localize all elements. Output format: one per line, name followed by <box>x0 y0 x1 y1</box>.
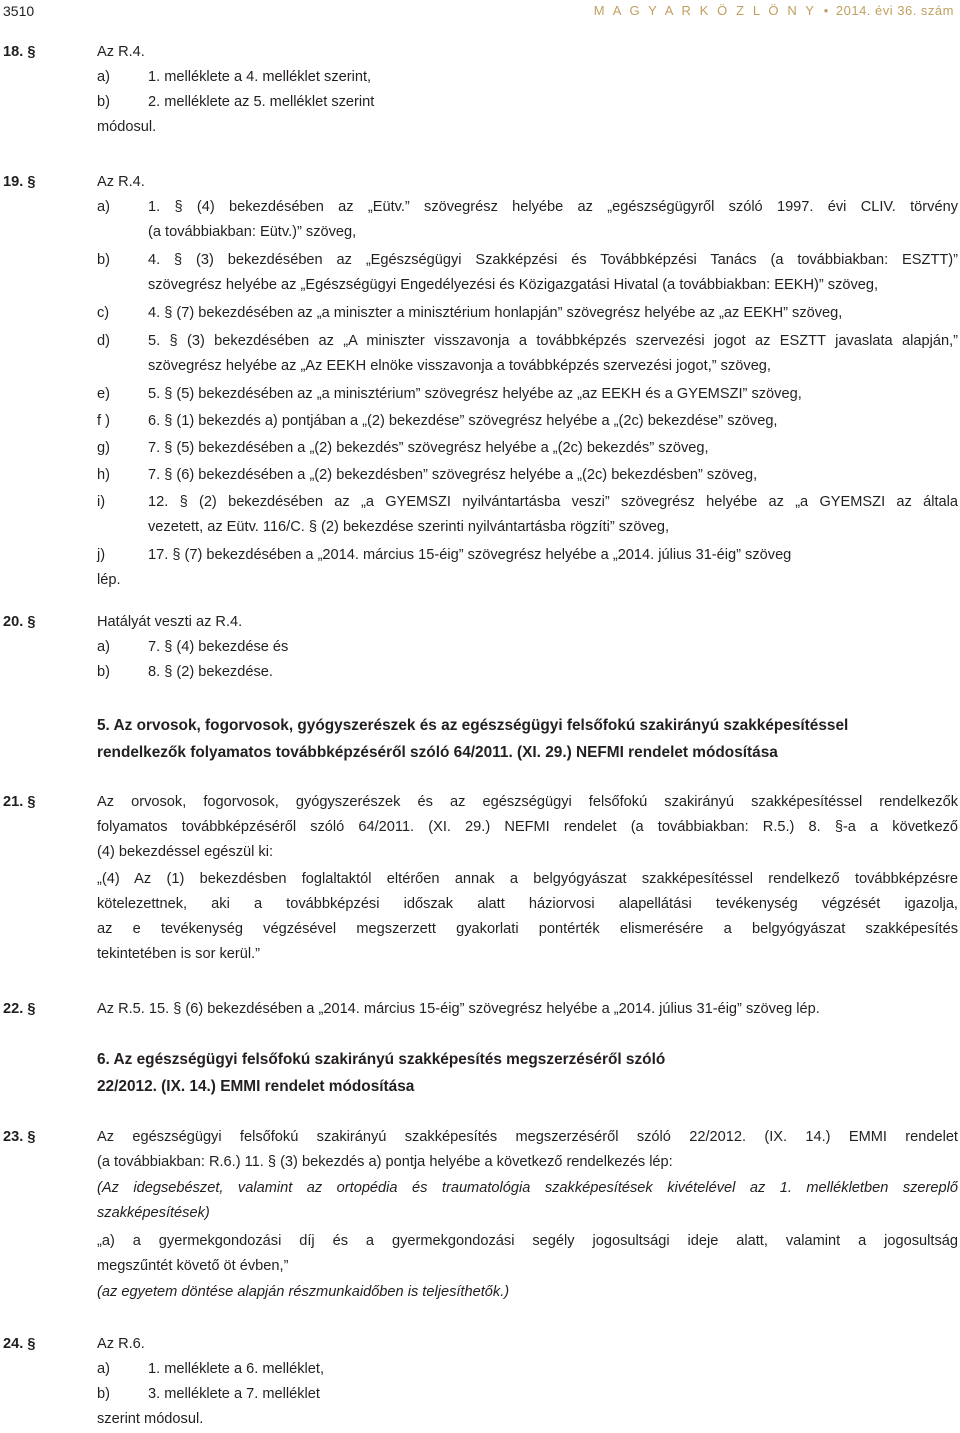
page-number: 3510 <box>3 3 35 19</box>
paragraph-line: Az orvosok, fogorvosok, gyógyszerészek és az egészségügyi felsőfokú szakirányú szakképesítéssel rendelkezők <box>97 794 958 810</box>
header-separator: • <box>823 3 829 18</box>
issue-date: 2014. évi 36. szám <box>835 3 954 18</box>
point-key: g) <box>97 440 110 456</box>
point-key: a) <box>97 1361 110 1377</box>
point-text: 4. § (7) bekezdésében az „a miniszter a minisztérium honlapján” szövegrész helyébe az „az EEKH” szöveg, <box>148 305 843 321</box>
point-key: b) <box>97 664 110 680</box>
chapter-title-5 <box>97 712 920 766</box>
section-tail: lép. <box>97 572 121 588</box>
point-text: 8. § (2) bekezdése. <box>148 664 273 680</box>
point-text: 17. § (7) bekezdésében a „2014. március 15-éig” szövegrész helyébe a „2014. július 31-éig” szöveg <box>148 547 792 563</box>
point-key: h) <box>97 467 110 483</box>
point-text: szövegrész helyébe az „Egészségügyi Engedélyezési és Közigazgatási Hivatal (a továbbiakban: EEKH)” szöveg, <box>148 277 879 293</box>
section-number: 18. § <box>3 44 36 60</box>
section-lead: Az R.4. <box>97 174 145 190</box>
chapter-title-line: rendelkezők folyamatos továbbképzéséről szóló 64/2011. (XI. 29.) NEFMI rendelet módosítása <box>97 744 778 761</box>
journal-header <box>594 2 954 20</box>
chapter-title-6 <box>97 1046 920 1100</box>
point-key: b) <box>97 1386 110 1402</box>
section-tail: szerint módosul. <box>97 1411 204 1427</box>
point-key: a) <box>97 199 110 215</box>
quoted-line: tekintetében is sor kerül.” <box>97 946 261 962</box>
page-header <box>0 0 960 24</box>
quoted-line: megszűntét követő öt évben,” <box>97 1258 289 1274</box>
chapter-title-line: 22/2012. (IX. 14.) EMMI rendelet módosítása <box>97 1078 415 1095</box>
point-key: j) <box>97 547 106 563</box>
italic-line: (Az idegsebészet, valamint az ortopédia és traumatológia szakképesítések kivételével az 1. mellékletben szereplő <box>97 1180 958 1196</box>
point-text: 6. § (1) bekezdés a) pontjában a „(2) bekezdése” szövegrész helyébe a „(2c) bekezdése” szöveg, <box>148 413 778 429</box>
section-number: 21. § <box>3 794 36 810</box>
section-number: 20. § <box>3 614 36 630</box>
paragraph-line: Az R.5. 15. § (6) bekezdésében a „2014. március 15-éig” szövegrész helyébe a „2014. július 31-éig” szöveg lép. <box>97 1001 820 1017</box>
paragraph-line: (a továbbiakban: R.6.) 11. § (3) bekezdés a) pontja helyébe a következő rendelkezés lép: <box>97 1154 673 1170</box>
quoted-line: kötelezettnek, aki a továbbképzési időszak alatt háziorvosi alapellátási tevékenység végzését igazolja, <box>97 896 958 912</box>
point-text: 7. § (4) bekezdése és <box>148 639 289 655</box>
point-text: 1. melléklete a 4. melléklet szerint, <box>148 69 372 85</box>
point-key: f ) <box>97 413 110 429</box>
point-key: d) <box>97 333 110 349</box>
point-text: 5. § (5) bekezdésében az „a minisztérium” szövegrész helyébe az „az EEKH és a GYEMSZI” szöveg, <box>148 386 802 402</box>
point-key: i) <box>97 494 106 510</box>
section-number: 23. § <box>3 1129 36 1145</box>
point-text: vezetett, az Eütv. 116/C. § (2) bekezdése szerinti nyilvántartásba rögzíti” szöveg, <box>148 519 670 535</box>
point-text: 1. melléklete a 6. melléklet, <box>148 1361 325 1377</box>
point-text: szövegrész helyébe az „Az EEKH elnöke visszavonja a továbbképzés szervezési jogot,” szöveg, <box>148 358 771 374</box>
italic-line: (az egyetem döntése alapján részmunkaidőben is teljesíthetők.) <box>97 1284 510 1300</box>
point-key: c) <box>97 305 110 321</box>
paragraph-line: (4) bekezdéssel egészül ki: <box>97 844 274 860</box>
journal-name: M A G Y A R K Ö Z L Ö N Y <box>593 3 817 18</box>
italic-line: szakképesítések) <box>97 1205 210 1221</box>
point-key: e) <box>97 386 110 402</box>
point-text: 12. § (2) bekezdésében az „a GYEMSZI nyilvántartásba veszi” szövegrész helyébe az „a GYEMSZI az általa <box>148 494 958 510</box>
point-text: 5. § (3) bekezdésében az „A miniszter visszavonja a továbbképzés szervezési jogot az ESZTT javaslata alapján,” <box>148 333 958 349</box>
point-key: a) <box>97 69 110 85</box>
point-text: 2. melléklete az 5. melléklet szerint <box>148 94 375 110</box>
section-number: 24. § <box>3 1336 36 1352</box>
paragraph-line: Az egészségügyi felsőfokú szakirányú szakképesítés megszerzéséről szóló 22/2012. (IX. 14.) EMMI rendelet <box>97 1129 958 1145</box>
point-text: 4. § (3) bekezdésében az „Egészségügyi Szakképzési és Továbbképzési Tanács (a továbbiakban: ESZTT)” <box>148 252 958 268</box>
paragraph-line: folyamatos továbbképzéséről szóló 64/2011. (XI. 29.) NEFMI rendelet (a továbbiakban: R.5.) 8. §-a a következő <box>97 819 958 835</box>
quoted-line: „(4) Az (1) bekezdésben foglaltaktól eltérően annak a belgyógyászat szakképesítéssel rendelkező továbbképzésre <box>97 871 958 887</box>
chapter-title-line: 6. Az egészségügyi felsőfokú szakirányú szakképesítés megszerzéséről szóló <box>97 1051 666 1068</box>
section-lead: Hatályát veszti az R.4. <box>97 614 243 630</box>
chapter-title-line: 5. Az orvosok, fogorvosok, gyógyszerészek és az egészségügyi felsőfokú szakirányú szakképesítéssel <box>97 717 849 734</box>
point-text: (a továbbiakban: Eütv.)” szöveg, <box>148 224 357 240</box>
point-key: b) <box>97 252 110 268</box>
point-text: 7. § (5) bekezdésében a „(2) bekezdés” szövegrész helyébe a „(2c) bekezdés” szöveg, <box>148 440 709 456</box>
point-text: 1. § (4) bekezdésében az „Eütv.” szövegrész helyébe az „egészségügyről szóló 1997. évi CLIV. törvény <box>148 199 958 215</box>
quoted-line: az e tevékenység végzésével megszerzett gyakorlati pontérték elismerésére a belgyógyászat szakképesítés <box>97 921 958 937</box>
section-number: 22. § <box>3 1001 36 1017</box>
section-lead: Az R.4. <box>97 44 145 60</box>
section-lead: Az R.6. <box>97 1336 145 1352</box>
point-key: b) <box>97 94 110 110</box>
section-tail: módosul. <box>97 119 157 135</box>
point-text: 7. § (6) bekezdésében a „(2) bekezdésben” szövegrész helyébe a „(2c) bekezdésben” szöveg, <box>148 467 758 483</box>
section-number: 19. § <box>3 174 36 190</box>
quoted-line: „a) a gyermekgondozási díj és a gyermekgondozási segély jogosultsági ideje alatt, valamint a jogosultság <box>97 1233 958 1249</box>
point-text: 3. melléklete a 7. melléklet <box>148 1386 320 1402</box>
point-key: a) <box>97 639 110 655</box>
